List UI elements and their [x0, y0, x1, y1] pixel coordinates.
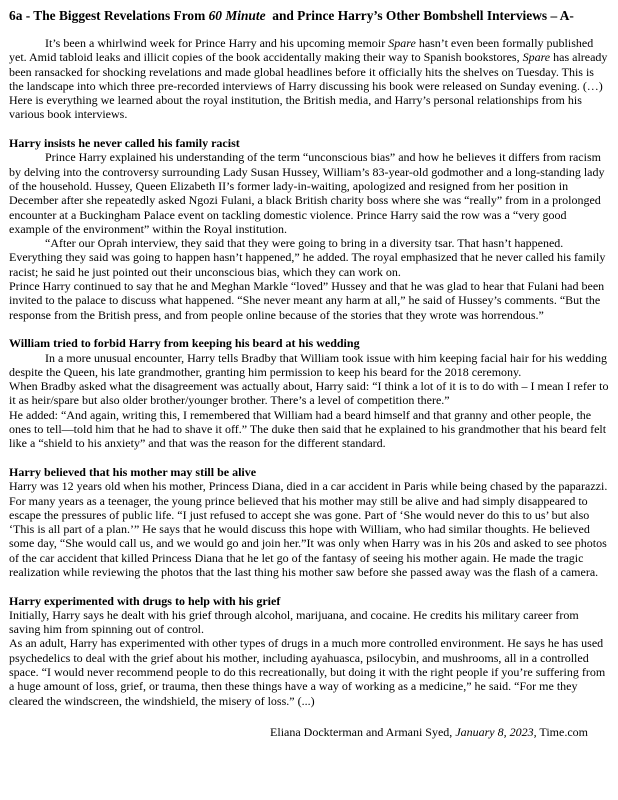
- section-drugs-grief: [9, 594, 609, 708]
- paragraph: As an adult, Harry has experimented with other types of drugs in a much more controlled environment. He says he has used psychedelics to deal with the grief about his mother, including ayahuasca, psilocybin, and mushrooms, all in a controlled space. “I would never recommend people to do this recreationally, but doing it with the right people if you’re suffering from a huge amount of loss, grief, or trauma, then these things have a way of working as a medicine,” he said. “For me they cleared the windscreen, the windshield, the misery of loss.” (...): [9, 636, 606, 708]
- byline-source: Time.com: [536, 724, 588, 739]
- paragraph: Initially, Harry says he dealt with his grief through alcohol, marijuana, and cocaine. He credits his military career from saving him from spinning out of control.: [9, 607, 579, 637]
- section-heading: Harry insists he never called his family racist: [9, 136, 240, 151]
- paragraph: Prince Harry continued to say that he and Meghan Markle “loved” Hussey and that he was glad to hear that Fulani had been invited to the palace to discuss what happened. “She never meant any harm at all,” he said of Hussey’s comments. “But the response from the British press, and from people online because of the stories that they wrote was horrendous.”: [9, 279, 605, 322]
- section-family-racist: [9, 136, 609, 322]
- section-mother-alive: [9, 465, 609, 579]
- text-run: hasn’t even been formally published yet. Amid tabloid leaks and illicit copies of the book accidentally making their way to Spanish bookstores,: [9, 36, 594, 65]
- section-beard-wedding: [9, 336, 609, 450]
- title-run: 6a - The Biggest Revelations From: [9, 8, 209, 23]
- page-title: [9, 8, 609, 23]
- title-run-italic: 60 Minute: [208, 8, 266, 23]
- byline-authors: Eliana Dockterman and Armani Syed,: [270, 724, 456, 739]
- paragraph: In a more unusual encounter, Harry tells Bradby that William took issue with him keeping facial hair for his wedding despite the Queen, his late grandmother, granting him permission to keep his beard for the 2018 ceremony.: [9, 350, 608, 379]
- paragraph: Harry was 12 years old when his mother, Princess Diana, died in a car accident in Paris while being chased by the paparazzi. For many years as a teenager, the young prince believed that his mother may still be alive and had simply disappeared to escape the pressures of public life. “I just refused to accept she was gone. Part of ‘She would never do this to us’ but also ‘This is all part of a plan.’” He says that he would discuss this hope with William, who had similar thoughts. He believed some day, “She would call us, and we would go and join her.”It was only when Harry was in his 20s and asked to see photos of the car accident that killed Princess Diana that he let go of the fantasy of seeing his mother again. He made the tragic realization while reviewing the photos that the last thing his mother saw before she passed away was the flash of a camera.: [9, 479, 608, 579]
- section-heading: William tried to forbid Harry from keeping his beard at his wedding: [9, 336, 360, 351]
- byline-date: January 8, 2023,: [455, 724, 537, 739]
- text-run: It’s been a whirlwind week for Prince Harry and his upcoming memoir: [45, 36, 389, 50]
- paragraph: He added: “And again, writing this, I remembered that William had a beard himself and that granny and other people, the ones to tell—told him that he had to shave it off.” The duke then said that he explained to his grandmother that his beard felt like a “shield to his anxiety” and that was the reason for the different standard.: [9, 407, 607, 451]
- title-run: and Prince Harry’s Other Bombshell Interviews – A-: [265, 8, 574, 23]
- text-run-italic: Spare: [522, 50, 551, 65]
- paragraph: When Bradby asked what the disagreement was actually about, Harry said: “I think a lot of it is to do with – I mean I refer to it as heir/spare but also older brother/younger brother. There’s a level of competition there.”: [9, 379, 609, 408]
- paragraph: “After our Oprah interview, they said that they were going to bring in a diversity tsar. That hasn’t happened. Everything they said was going to happen hasn’t happened,” he added. The royal emphasized that he never called his family racist; he said he just pointed out their unconscious bias, which they can work on.: [9, 236, 606, 279]
- intro-paragraph: [9, 36, 609, 122]
- section-heading: Harry believed that his mother may still be alive: [9, 464, 257, 479]
- byline: [9, 725, 609, 739]
- text-run-italic: Spare: [388, 36, 416, 50]
- paragraph: Prince Harry explained his understanding of the term “unconscious bias” and how he believes it differs from racism by delving into the controversy surrounding Lady Susan Hussey, William’s 83-year-old godmother and a long-standing lady of the household. Hussey, Queen Elizabeth II’s former lady-in-waiting, apologized and resigned from her position in December after she repeatedly asked Ngozi Fulani, a black British charity boss where she was “really” from in a prolonged encounter at a Buckingham Palace event on tackling domestic violence. Prince Harry said the row was a “very good example of the environment” within the Royal institution.: [9, 150, 605, 236]
- section-heading: Harry experimented with drugs to help with his grief: [9, 593, 281, 608]
- text-run: has already been ransacked for shocking revelations and made global headlines before it officially hits the shelves on Tuesday. This is the landscape into which three pre-recorded interviews of Harry discussing his book were released on Sunday evening. (…) Here is everything we learned about the royal institution, the British media, and Harry’s personal relationships from his various book interviews.: [9, 50, 608, 122]
